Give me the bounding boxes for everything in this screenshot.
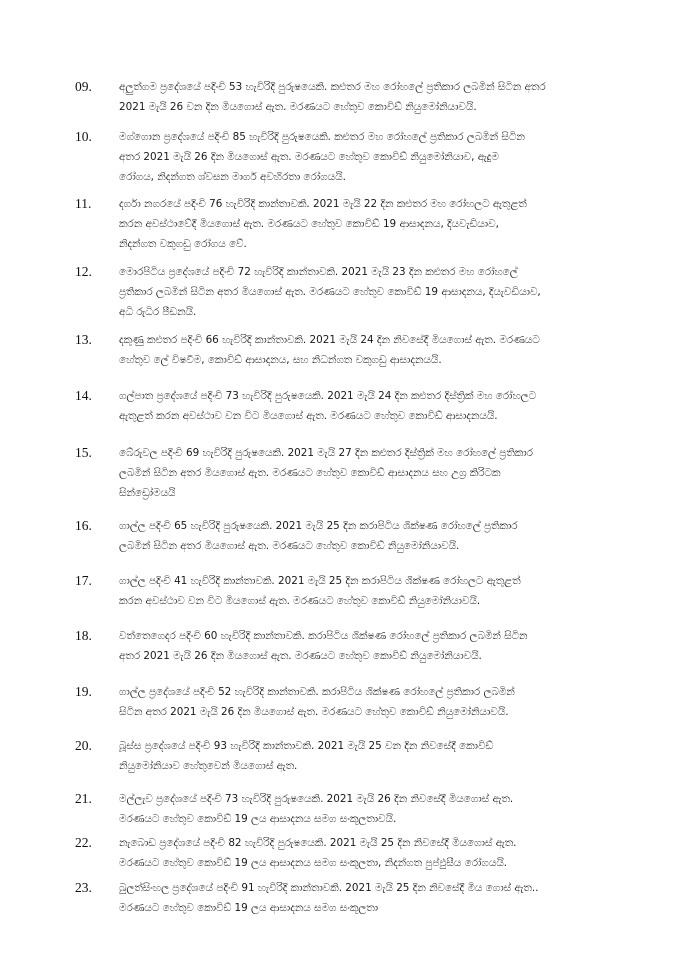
item-line: කරන අවස්ථාව වන විට මියගොස් ඇත. මරණයට හේතුව කොවිඩ් නියුමෝනියාවයි. xyxy=(119,595,481,607)
item-text xyxy=(119,386,644,426)
item-number: 09. xyxy=(75,79,92,94)
item-text xyxy=(119,127,644,187)
item-number: 14. xyxy=(75,388,92,403)
item-line: අතර 2021 මැයි 26 දින මියගොස් ඇත. මරණයට හේතුව කොවිඩ් නියුමෝනියාව, ඇදුම xyxy=(119,151,499,163)
item-line: මරණයට හේතුව කොවිඩ් 19 ලය ආසාදනය සමග සංකූලතාවයි. xyxy=(119,813,397,825)
item-line: වත්තෙගෙදර පදිංචි 60 හැවිරිදි කාන්තාවකි. කරාපිටිය ශික්ෂණ රෝහලේ ප්‍රතිකාර ලබමින් සිටින xyxy=(119,630,528,642)
item-line: නැබොඩ ප්‍රදේශයේ පදිංචි 82 හැවිරිදි පුරුෂයෙකි. 2021 මැයි 25 දින නිවසේදී මියගොස් ඇත. xyxy=(119,837,517,849)
item-line: දකුණු කළුතර පදිංචි 66 හැවිරිදි කාන්තාවකි. 2021 මැයි 24 දින නිවසේදී මියගොස් ඇත. මරණයට xyxy=(119,334,540,346)
item-line: මරණයට හේතුව කොවිඩ් 19 ලය ආසාදනය සමග සංකූලතා, නිදන්ගත පුප්ඵුසීය රෝගයයි. xyxy=(119,857,508,869)
item-line: ගාල්ල පදිංචි 65 හැවිරිදි පුරුෂයෙකි. 2021 මැයි 25 දින කරාපිටිය ශික්ෂණ රෝහලේ ප්‍රතිකාර xyxy=(119,520,518,532)
item-number: 15. xyxy=(75,445,92,460)
item-text xyxy=(119,833,644,873)
item-line: ගල්පාත ප්‍රදේශයේ පදිංචි 73 හැවිරිදි පුරුෂයෙකි. 2021 මැයි 24 දින කළුතර දිස්ත්‍රික් මහ රෝහලට xyxy=(119,390,537,402)
item-line: බේරුවල පදිංචි 69 හැවිරිදි පුරුෂයෙකි. 2021 මැයි 27 දින කළුතර දිස්ත්‍රික් මහ රෝහලේ ප්‍රතිකාර xyxy=(119,447,533,459)
item-number: 23. xyxy=(75,880,92,895)
item-number: 18. xyxy=(75,628,92,643)
item-line: සින්ඩ්‍රෝමයයි xyxy=(119,487,176,499)
item-line: මල්ලැව ප්‍රදේශයේ පදිංචි 73 හැවිරිදි පුරුෂයෙකි. 2021 මැයි 26 දින නිවසේදී මියගොස් ඇත. xyxy=(119,793,514,805)
item-number: 20. xyxy=(75,738,92,753)
item-line: නිදන්ගත වකුගඩු රෝගය වේ. xyxy=(119,238,247,250)
item-line: ලබමින් සිටින අතර මියගොස් ඇත. මරණයට හේතුව කොවිඩ් නියුමෝනියාවයි. xyxy=(119,540,460,552)
item-number: 22. xyxy=(75,835,92,850)
item-line: ලබමින් සිටින අතර මියගොස් ඇත. මරණයට හේතුව කොවිඩ් ආසාදනය සහ උග්‍ර කිරිටක xyxy=(119,467,501,479)
item-text xyxy=(119,194,644,254)
item-number: 19. xyxy=(75,684,92,699)
item-line: අධි රුධිර පීඩනයි. xyxy=(119,306,197,318)
item-line: නියුමෝනියාව හේතුවෙන් මියගොස් ඇත. xyxy=(119,760,298,772)
item-text xyxy=(119,330,644,370)
item-line: අලුත්ගම ප්‍රදේශයේ පදිංචි 53 හැවිරිදි පුරුෂයෙකි. කළුතර මහ රෝහලේ ප්‍රතිකාර ලබමින් සිටින අතර xyxy=(119,81,546,93)
item-line: 2021 මැයි 26 වන දින මියගොස් ඇත. මරණයට හේතුව කොවිඩ් නියුමෝනියාවයි. xyxy=(119,101,477,113)
item-line: මග්ගොන ප්‍රදේශයේ පදිංචි 85 හැවිරිදි පුරුෂයෙකි. කළුතර මහ රෝහලේ ප්‍රතිකාර ලබමින් සිටින xyxy=(119,131,525,143)
item-text xyxy=(119,77,644,117)
item-number: 11. xyxy=(75,196,92,211)
item-line: ගාල්ල ප්‍රදේශයේ පදිංචි 52 හැවිරිදි කාන්තාවකි. කරාපිටිය ශික්ෂණ රෝහලේ ප්‍රතිකාර ලබමින් xyxy=(119,686,515,698)
item-number: 12. xyxy=(75,264,92,279)
item-line: මොරපිටිය ප්‍රදේශයේ පදිංචි 72 හැවිරිදි කාන්තාවකි. 2021 මැයි 23 දින කළුතර මහ රෝහලේ xyxy=(119,266,518,278)
item-text xyxy=(119,262,644,322)
item-text xyxy=(119,682,644,722)
item-line: මරණයට හේතුව කොවිඩ් 19 ලය ආසාදනය සමග සංකූලතා xyxy=(119,902,379,914)
item-text xyxy=(119,443,644,503)
item-text xyxy=(119,626,644,666)
item-line: කරන අවස්ථාවේදී මියගොස් ඇත. මරණයට හේතුව කොවිඩ් 19 ආසාදනය, දියවැඩියාව, xyxy=(119,218,499,230)
item-text xyxy=(119,878,644,918)
item-text xyxy=(119,736,644,776)
item-line: ගාල්ල පදිංචි 41 හැවිරිදි කාන්තාවකි. 2021 මැයි 25 දින කරාපිටිය ශික්ෂණ රෝහලට ඇතුළත් xyxy=(119,575,521,587)
item-number: 16. xyxy=(75,518,92,533)
item-number: 17. xyxy=(75,573,92,588)
item-line: රෝගය, නිදන්ගත ශ්වසන මාර්ග අවහිරතා රෝගයයි. xyxy=(119,171,346,183)
item-line: දර්ගා නගරයේ පදිංචි 76 හැවිරිදි කාන්තාවකි. 2021 මැයි 22 දින කළුතර මහ රෝහලට ඇතුළත් xyxy=(119,198,527,210)
item-number: 21. xyxy=(75,791,92,806)
item-text xyxy=(119,789,644,829)
item-line: ප්‍රතිකාර ලබමින් සිටින අතර මියගොස් ඇත. මරණයට හේතුව කොවිඩ් 19 ආසාදනය, දියැවඩියාව, xyxy=(119,286,541,298)
item-number: 13. xyxy=(75,332,92,347)
item-number: 10. xyxy=(75,129,92,144)
item-line: අතර 2021 මැයි 26 දින මියගොස් ඇත. මරණයට හේතුව කොවිඩ් නියුමෝනියාවයි. xyxy=(119,650,482,662)
item-line: හේතුව ලේ විෂවීම, කොවිඩ් ආසාදනය, සහ නිධන්ගත වකුගඩු ආසාදනයයි. xyxy=(119,354,442,366)
item-line: ඇතුළත් කරන අවස්ථාව වන විට මියගොස් ඇත. මරණයට හේතුව කොවිඩ් ආසාදනයයි. xyxy=(119,410,498,422)
item-text xyxy=(119,516,644,556)
item-line: සිටින අතර 2021 මැයි 26 දින මියගොස් ඇත. මරණයට හේතුව කොවිඩ් නියුමෝනියාවයි. xyxy=(119,706,509,718)
item-line: බුලත්සිංහල ප්‍රදේශයේ පදිංචි 91 හැවිරිදි කාන්තාවකි. 2021 මැයි 25 දින නිවසේදී මිය ගොස් ඇත.. xyxy=(119,882,539,894)
item-line: බූස්ස ප්‍රදේශයේ පදිංචි 93 හැවිරිදි කාන්තාවකි. 2021 මැයි 25 වන දින නිවසේදී කොවිඩ් xyxy=(119,740,494,752)
item-text xyxy=(119,571,644,611)
